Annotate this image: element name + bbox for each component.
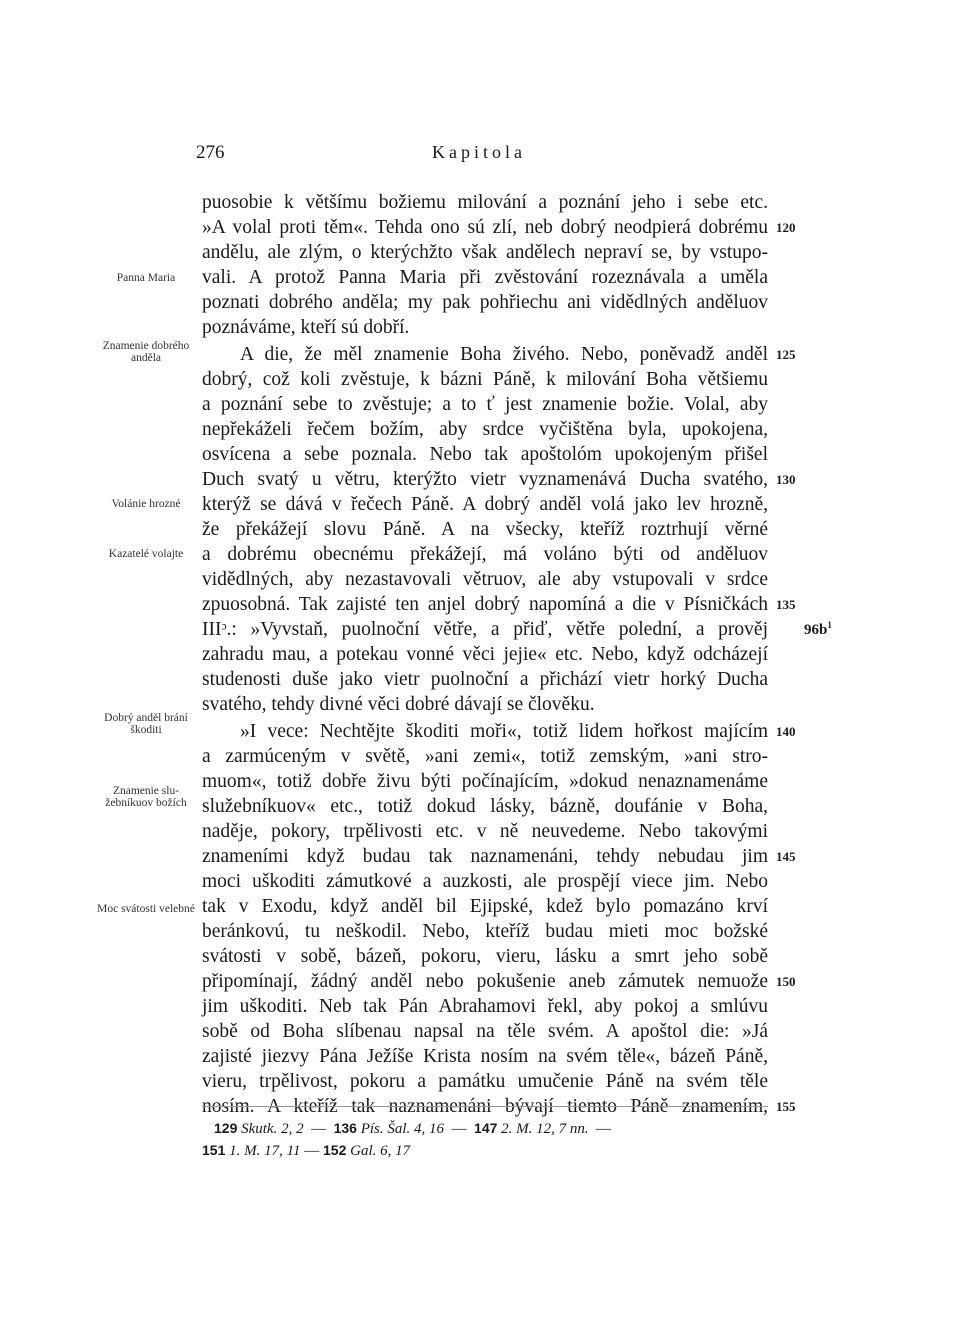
line-number: 145 bbox=[776, 849, 796, 864]
line-number: 120 bbox=[776, 220, 796, 235]
running-head: Kapitola bbox=[432, 142, 526, 162]
text-line: zpuosobná. Tak zajisté ten anjel dobrý napomíná a die v Písničkách bbox=[202, 594, 768, 615]
text-line: Duch svatý u větru, kterýžto vietr vyznamenává Ducha svatého, bbox=[202, 469, 768, 490]
folio-main: 96b bbox=[804, 622, 828, 638]
line-number: 125 bbox=[776, 347, 796, 362]
footnote-ref: 1. M. 17, 11 bbox=[229, 1143, 301, 1159]
text-line: zajisté jiezvy Pána Ježíše Krista nosím na svém těle«, bázeň Páně, bbox=[202, 1046, 768, 1067]
text-line: vali. A protož Panna Maria při zvěstování rozeznávala a uměla bbox=[202, 267, 768, 288]
page-number: 276 bbox=[196, 142, 225, 163]
text-line: vieru, trpělivost, pokoru a památku umučenie Páně na svém těle bbox=[202, 1071, 768, 1092]
footnote-line: 151 1. M. 17, 11 — 152 Gal. 6, 17 bbox=[202, 1142, 411, 1159]
text-line: a dobrému obecnému překážejí, má voláno býti od anděluov bbox=[202, 544, 768, 565]
margin-note: Znamenie slu-žebníkuov božích bbox=[105, 785, 187, 809]
margin-note: Panna Maria bbox=[116, 272, 176, 284]
margin-note: Moc svátosti velebné bbox=[97, 903, 195, 915]
text-line: beránkovú, tu neškodil. Nebo, kteříž budau mieti moc božské bbox=[202, 921, 768, 942]
margin-note: Volánie hrozné bbox=[111, 498, 181, 510]
text-line: tak v Exodu, když anděl bil Ejipské, kdež bylo pomazáno krví bbox=[202, 896, 768, 917]
text-line: a poznání sebe to zvěstuje; a to ť jest znamenie božie. Volal, aby bbox=[202, 394, 768, 415]
text-line: a zarmúceným v světě, »ani zemi«, totiž zemským, »ani stro- bbox=[202, 746, 768, 767]
text-line: svatého, tehdy divné věci dobré dávají se člověku. bbox=[202, 694, 595, 715]
line-number: 130 bbox=[776, 472, 796, 487]
folio-sup: 1 bbox=[827, 620, 832, 630]
line-number: 150 bbox=[776, 974, 796, 989]
margin-note: Kazatelé volajte bbox=[108, 548, 184, 560]
text-line: poznáváme, kteří sú dobří. bbox=[202, 317, 410, 338]
text-line: naděje, pokory, trpělivosti etc. v ně neuvedeme. Nebo takovými bbox=[202, 821, 768, 842]
footnote-number: 136 bbox=[333, 1120, 357, 1136]
footnote-rule bbox=[202, 1106, 768, 1107]
line-number: 155 bbox=[776, 1099, 796, 1114]
line-number: 135 bbox=[776, 597, 796, 612]
footnote-ref: 2. M. 12, 7 nn. bbox=[501, 1121, 589, 1137]
text-line: studenosti duše jako vietr puolnoční a přichází vietr horký Ducha bbox=[202, 669, 768, 690]
text-line: znameními když budau tak naznamenáni, tehdy nebudau jim bbox=[202, 846, 768, 867]
text-line: nosím. A kteříž tak naznamenáni bývají tiemto Páně znamením, bbox=[202, 1096, 768, 1117]
footnote-ref: Gal. 6, 17 bbox=[350, 1143, 411, 1159]
text-line: vidědlných, aby nezastavovali větruov, ale aby vstupovali v srdce bbox=[202, 569, 768, 590]
text-line: »A volal proti těm«. Tehda ono sú zlí, neb dobrý neodpierá dobrému bbox=[202, 217, 768, 238]
footnote-number: 152 bbox=[323, 1142, 347, 1158]
text-line: andělu, ale zlým, o kterýchžto však andělech nepraví se, by vstupo- bbox=[202, 242, 768, 263]
text-line: zahradu mau, a potekau vonné věci jejie« etc. Nebo, když odcházejí bbox=[202, 644, 768, 665]
footnote-number: 129 bbox=[214, 1120, 238, 1136]
footnote-line: 129 Skutk. 2, 2 — 136 Pís. Šal. 4, 16 — 147 2. M. 12, 7 nn. — bbox=[214, 1120, 612, 1137]
text-line: osvícena a sebe poznala. Nebo tak apoštolóm upokojeným přišel bbox=[202, 444, 768, 465]
text-line: moci uškoditi zámutkové a auzkosti, ale prospějí viece jim. Nebo bbox=[202, 871, 768, 892]
line-number: 140 bbox=[776, 724, 796, 739]
folio-marker bbox=[804, 613, 832, 643]
footnote-ref: Skutk. 2, 2 bbox=[241, 1121, 304, 1137]
text-line: jim uškoditi. Neb tak Pán Abrahamovi řekl, aby pokoj a smlúvu bbox=[202, 996, 768, 1017]
text-line: poznati dobrého anděla; my pak pohřiechu ani vidědlných anděluov bbox=[202, 292, 768, 313]
margin-note: Znamenie dobrého anděla bbox=[102, 340, 190, 364]
text-line: puosobie k většímu božiemu milování a poznání jeho i sebe etc. bbox=[202, 192, 768, 213]
text-line: »I vece: Nechtějte škoditi moři«, totiž lidem hořkost majícím bbox=[240, 721, 768, 742]
text-line: sobě od Boha slíbenau napsal na těle svém. A apoštol die: »Já bbox=[202, 1021, 768, 1042]
text-line: A die, že měl znamenie Boha živého. Nebo, poněvadž anděl bbox=[240, 344, 768, 365]
text-line: nepřekáželi řečem božím, aby srdce vyčištěna byla, upokojena, bbox=[202, 419, 768, 440]
margin-note: Dobrý anděl brání škoditi bbox=[104, 712, 188, 736]
text-line: připomínají, žádný anděl nebo pokušenie aneb zámutek nemuože bbox=[202, 971, 768, 992]
text-line: kterýž se dává v řečech Páně. A dobrý anděl volá jako lev hrozně, bbox=[202, 494, 768, 515]
footnote-number: 147 bbox=[474, 1120, 498, 1136]
text-line: svátosti v sobě, bázeň, pokoru, vieru, lásku a smrt jeho sobě bbox=[202, 946, 768, 967]
text-line: dobrý, což koli zvěstuje, k bázni Páně, k milování Boha většiemu bbox=[202, 369, 768, 390]
footnote-number: 151 bbox=[202, 1142, 226, 1158]
text-line: muom«, totiž dobře živu býti počínajícím, »dokud nenaznamenáme bbox=[202, 771, 768, 792]
text-line: IIIᵓ.: »Vyvstaň, puolnoční větře, a přiď, větře polední, a prověj bbox=[202, 619, 768, 640]
footnote-ref: Pís. Šal. 4, 16 bbox=[360, 1121, 445, 1137]
text-line: služebníkuov« etc., totiž dokud lásky, bázně, doufánie v Boha, bbox=[202, 796, 768, 817]
text-line: že překážejí slovu Páně. A na všecky, kteříž roztrhují věrné bbox=[202, 519, 768, 540]
